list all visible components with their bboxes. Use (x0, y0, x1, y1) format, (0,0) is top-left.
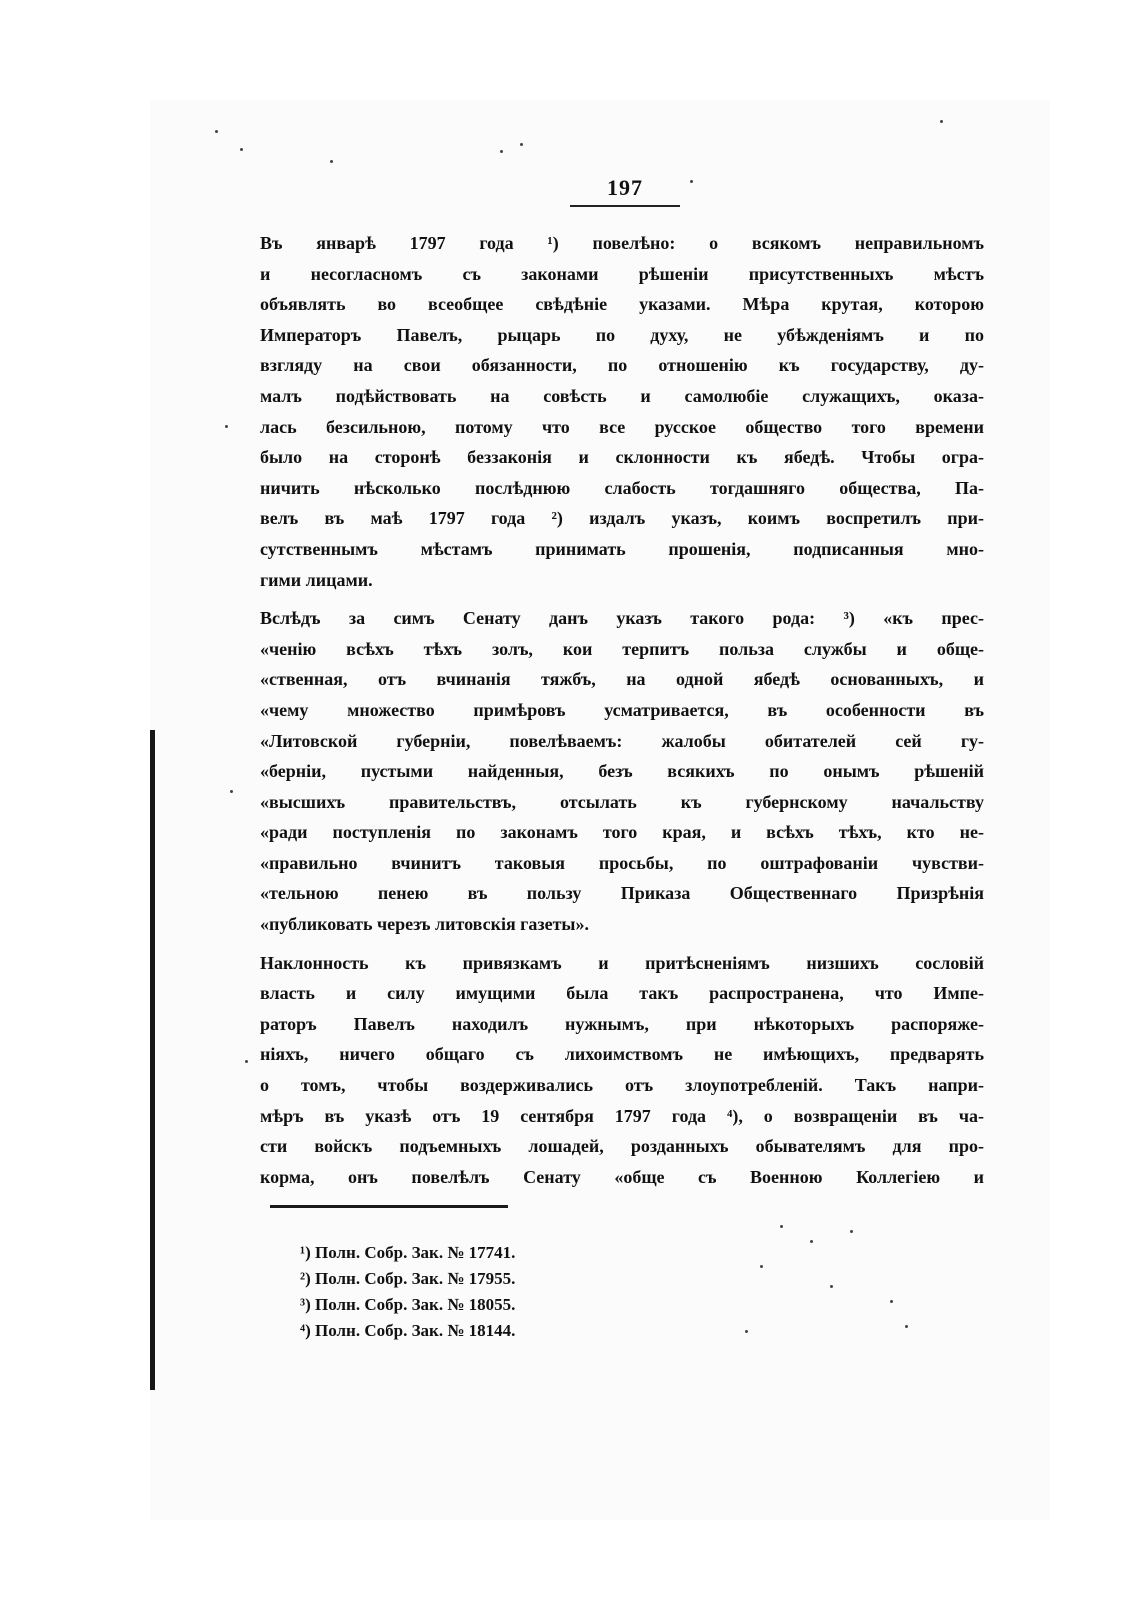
scan-speckle (830, 1285, 833, 1288)
scan-speckle (225, 425, 228, 428)
scan-speckle (760, 1265, 763, 1268)
text-line: «публиковать черезъ литовскія газеты». (260, 914, 589, 935)
text-line: ніяхъ, ничего общаго съ лихоимствомъ не имѣющихъ, предварять (260, 1044, 984, 1065)
text-line: «ченію всѣхъ тѣхъ золъ, кои терпитъ польза службы и обще- (260, 638, 984, 659)
text-line: «ственная, отъ вчинанія тяжбъ, на одной ябедѣ основанныхъ, и (260, 669, 984, 690)
text-line: сутственнымъ мѣстамъ принимать прошенія, подписанныя мно- (260, 538, 984, 559)
scan-speckle (520, 143, 523, 146)
scan-speckle (745, 1330, 748, 1333)
page-number: 197 (607, 175, 643, 200)
paragraph (260, 603, 984, 940)
scan-speckle (690, 180, 693, 183)
body-text (260, 228, 984, 1192)
page-number-rule (570, 205, 680, 207)
text-line: раторъ Павелъ находилъ нужнымъ, при нѣкоторыхъ распоряже- (260, 1013, 984, 1034)
paragraph-gap (260, 940, 984, 948)
text-line: «ради поступленія по законамъ того края, и всѣхъ тѣхъ, кто не- (260, 822, 984, 843)
scan-speckle (940, 120, 943, 123)
text-line: «правильно вчинитъ таковыя просьбы, по оштрафованіи чувстви- (260, 852, 984, 873)
text-line: власть и силу имущими была такъ распространена, что Импе- (260, 983, 984, 1004)
footnote: ³) Полн. Собр. Зак. № 18055. (300, 1295, 516, 1314)
text-line: Наклонность къ привязкамъ и притѣсненіямъ низшихъ сословій (260, 952, 984, 973)
text-line: сти войскъ подъемныхъ лошадей, розданныхъ обывателямъ для про- (260, 1136, 984, 1157)
scan-speckle (780, 1225, 783, 1228)
scan-speckle (330, 160, 333, 163)
scan-speckle (810, 1240, 813, 1243)
text-line: взгляду на свои обязанности, по отношенію къ государству, ду- (260, 355, 984, 376)
footnote: ²) Полн. Собр. Зак. № 17955. (300, 1269, 516, 1288)
text-line: объявлять во всеобщее свѣдѣніе указами. Мѣра крутая, которою (260, 294, 984, 315)
text-line: ничить нѣсколько послѣднюю слабость тогдашняго общества, Па- (260, 477, 984, 498)
scan-speckle (230, 790, 233, 793)
scan-speckle (850, 1230, 853, 1233)
scan-speckle (245, 1060, 248, 1063)
text-line: Императоръ Павелъ, рыцарь по духу, не убѣжденіямъ и по (260, 324, 984, 345)
text-line: о томъ, чтобы воздерживались отъ злоупотребленій. Такъ напри- (260, 1075, 984, 1096)
text-line: «Литовской губерніи, повелѣваемъ: жалобы обитателей сей гу- (260, 730, 984, 751)
paragraph-gap (260, 595, 984, 603)
text-line: гими лицами. (260, 569, 373, 590)
text-line: Въ январѣ 1797 года ¹) повелѣно: о всякомъ неправильномъ (260, 233, 984, 253)
binding-shadow (150, 730, 155, 1390)
text-line: мѣръ въ указѣ отъ 19 сентября 1797 года ⁴), о возвращеніи въ ча- (260, 1105, 984, 1126)
text-line: лась безсильною, потому что все русское общество того времени (260, 416, 984, 437)
text-line: «тельною пенею въ пользу Приказа Общественнаго Призрѣнія (260, 883, 984, 904)
text-line: «берніи, пустыми найденныя, безъ всякихъ по онымъ рѣшеній (260, 761, 984, 782)
footnotes (300, 1240, 515, 1344)
footnote: ⁴) Полн. Собр. Зак. № 18144. (300, 1321, 516, 1340)
text-line: Вслѣдъ за симъ Сенату данъ указъ такого рода: ³) «къ прес- (260, 608, 984, 629)
scan-speckle (240, 148, 243, 151)
scan-speckle (500, 150, 503, 153)
text-line: велъ въ маѣ 1797 года ²) издалъ указъ, коимъ воспретилъ при- (260, 508, 984, 529)
text-line: малъ подѣйствовать на совѣсть и самолюбіе служащихъ, оказа- (260, 385, 984, 406)
footnote: ¹) Полн. Собр. Зак. № 17741. (300, 1243, 516, 1262)
scan-speckle (890, 1300, 893, 1303)
text-line: и несогласномъ съ законами рѣшеніи присутственныхъ мѣстъ (260, 263, 984, 284)
paragraph (260, 228, 984, 595)
scan-speckle (905, 1325, 908, 1328)
text-line: было на сторонѣ беззаконія и склонности къ ябедѣ. Чтобы огра- (260, 447, 984, 468)
text-line: корма, онъ повелѣлъ Сенату «обще съ Военною Коллегіею и (260, 1166, 984, 1187)
paragraph (260, 948, 984, 1193)
text-line: «чему множество примѣровъ усматривается, въ особенности въ (260, 699, 984, 720)
scan-speckle (215, 130, 218, 133)
footnote-rule (270, 1205, 508, 1208)
text-line: «высшихъ правительствъ, отсылать къ губернскому начальству (260, 791, 984, 812)
